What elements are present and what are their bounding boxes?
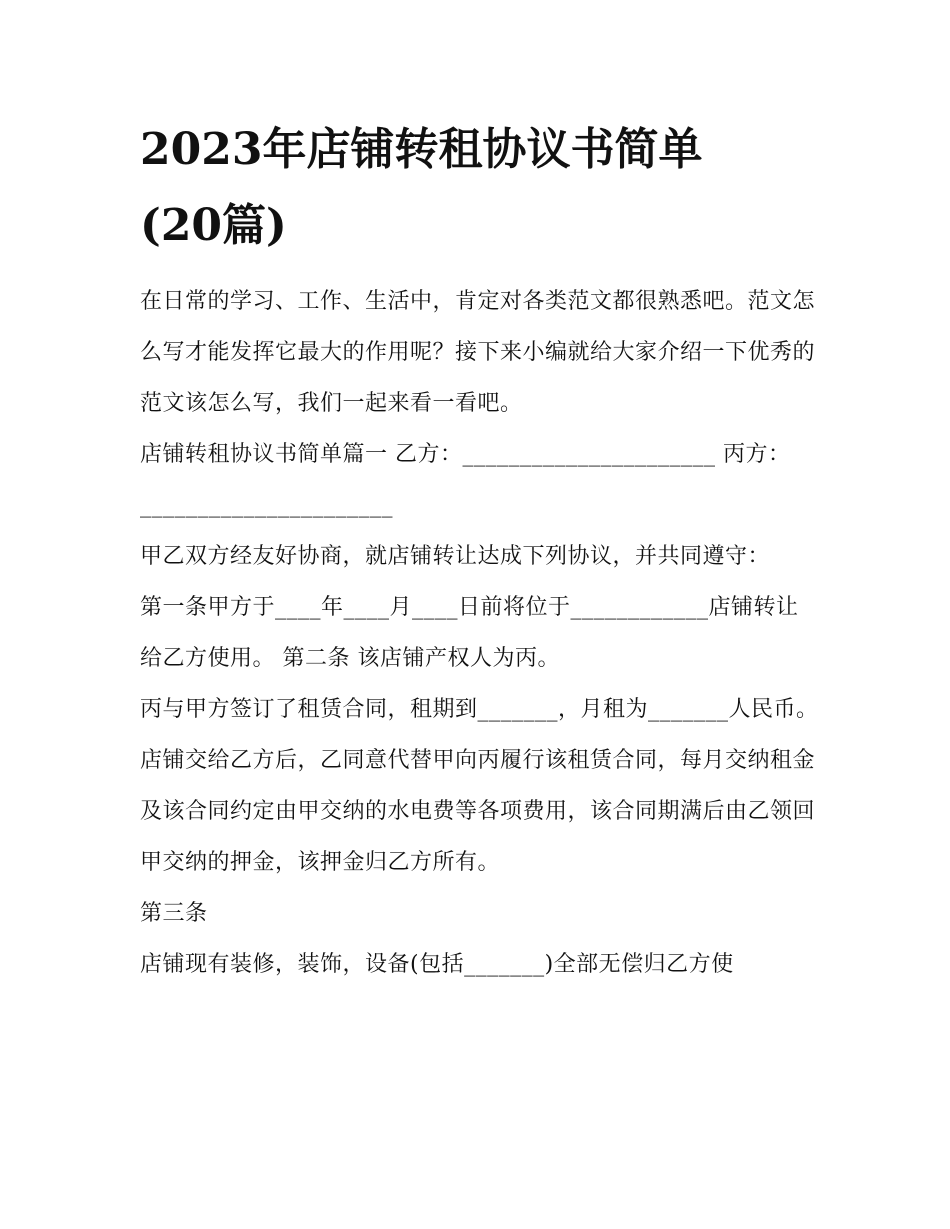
title-line-2: (20篇) [140, 200, 287, 251]
paragraph-agreement: 甲乙双方经友好协商，就店铺转让达成下列协议，并共同遵守： [140, 544, 771, 569]
paragraph-intro: 在日常的学习、工作、生活中，肯定对各类范文都很熟悉吧。范文怎么写才能发挥它最大的作用呢？接下来小编就给大家介绍一下优秀的范文该怎么写，我们一起来看一看吧。 [140, 289, 816, 416]
document-page [140, 112, 820, 990]
paragraph-article-1: 第一条甲方于____年____月____日前将位于____________店铺转让给乙方使用。 第二条 该店铺产权人为丙。 [140, 595, 799, 671]
paragraph-article-3-heading: 第三条 [140, 901, 208, 926]
title-line-1: 2023年店铺转租协议书简单 [140, 124, 703, 175]
document-title [140, 112, 820, 264]
paragraph-parties: 店铺转租协议书简单篇一 乙方：______________________ 丙方：______________________ [140, 442, 791, 518]
paragraph-article-3-body: 店铺现有装修，装饰，设备(包括_______)全部无偿归乙方使 [140, 952, 734, 977]
paragraph-lease: 丙与甲方签订了租赁合同，租期到_______，月租为_______人民币。 [140, 697, 819, 722]
paragraph-handover: 店铺交给乙方后，乙同意代替甲向丙履行该租赁合同，每月交纳租金及该合同约定由甲交纳的水电费等各项费用，该合同期满后由乙领回甲交纳的押金，该押金归乙方所有。 [140, 748, 816, 875]
